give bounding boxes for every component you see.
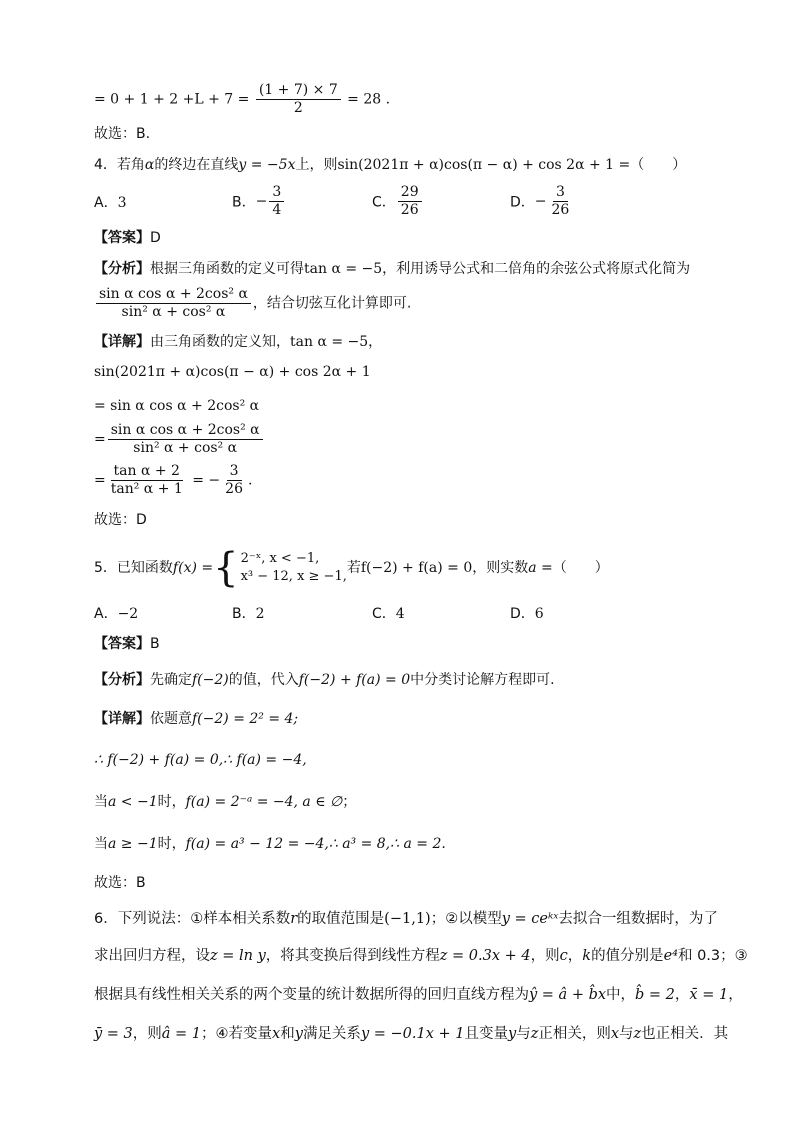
q5-step-2: ∴ f(−2) + f(a) = 0,∴ f(a) = −4, [94,752,307,768]
q6-text: ，则 [132,1026,162,1042]
q6-text: 也正相关．其 [641,1026,729,1042]
var-x: x [272,1026,281,1042]
step-3-fraction [108,422,263,457]
option-label: A． [94,606,118,622]
step-4-fraction [108,463,186,498]
var-y: y [507,1026,517,1042]
fraction-denominator: 26 [551,202,570,218]
fraction-numerator: 3 [269,184,284,202]
piecewise-definition [213,545,347,591]
fraction-numerator: sin α cos α + 2cos² α [96,286,251,304]
q5-case-1 [94,792,356,812]
case-condition: a ≥ −1 [108,836,158,852]
q5-text: 若 [346,560,361,576]
fraction-numerator: 3 [227,463,242,481]
sum-expression: = 0 + 1 + 2 +L + 7 = [94,91,254,108]
question-4-stem [94,155,686,175]
equals-minus: = − [187,472,221,489]
q6-text: 和 0.3；③ [677,948,748,964]
fraction-numerator: (1 + 7) × 7 [256,82,341,100]
question-6-line-1 [94,909,718,929]
fraction-denominator: 4 [272,202,282,218]
option-label: B． [232,194,256,211]
analysis-text: 根据三角函数的定义可得 [150,261,304,277]
fraction-denominator: 26 [225,481,243,497]
q5-analysis [94,670,555,690]
piecewise-cases [241,550,347,586]
answer-blank: （ ） [552,560,609,576]
q5-option-a [94,603,138,623]
result-fraction [222,463,246,498]
option-value: 4 [395,606,405,622]
sum-fraction [256,82,341,117]
analysis-text-3: ，结合切弦互化计算即可. [252,295,412,312]
case-then: 时， [157,794,186,810]
q5-option-c [372,603,405,623]
q6-text: 满足关系 [302,1026,361,1042]
q5-number: 5．已知函数 [94,560,173,576]
q6-text: 的值分别是 [591,948,664,964]
var-k: k [582,948,592,964]
option-fraction [549,184,573,219]
case-when: 当 [94,836,108,852]
q4-option-c [372,184,424,219]
detail-comma: ， [368,334,383,350]
fraction-denominator: sin² α + cos² α [121,304,226,320]
q5-condition: f(−2) + f(a) = 0 [360,560,473,576]
tan-value: tan α = −5 [290,334,369,350]
q6-text: 正相关，则 [538,1026,611,1042]
option-fraction [398,184,422,219]
model-eq: y = ceᵏˣ [501,911,559,927]
q5-text-2: ，则实数 [472,560,529,576]
sum-value: = 28 . [342,91,391,108]
f-neg2: f(−2) [192,672,229,688]
q6-text: 中， [606,987,636,1003]
option-label: C． [372,606,396,622]
case-condition: a < −1 [108,794,158,810]
line-equation: y = −5x [238,157,296,173]
q4-step-2: = sin α cos α + 2cos² α [94,398,260,414]
option-fraction [269,184,284,219]
fraction-numerator: 29 [398,184,422,202]
analysis-text-3: 中分类讨论解方程即可. [410,672,555,688]
q4-answer [94,228,161,248]
q4-step-3: = $\frac{\text{sin α cos α + 2cos² α}}{\text{sin² α + cos² α}}$ [94,422,265,457]
q5-variable: a = [528,560,553,576]
q4-text: 的终边在直线 [154,157,239,173]
q5-detail [94,709,298,729]
analysis-text-2: 的值，代入 [228,672,299,688]
case-1: 2⁻ˣ, x < −1, [240,551,320,566]
q5-option-d [510,603,544,623]
q4-analysis [94,259,690,279]
q4-detail [94,332,382,352]
q6-text: 去拟合一组数据时，为了 [558,911,718,927]
var-c: c [559,948,568,964]
q4-text-2: 上，则 [295,157,338,173]
q6-text: 6．下列说法：①样本相关系数 [94,911,291,927]
q6-text: 与 [619,1026,634,1042]
var-z: z [530,1026,539,1042]
answer-value: D [150,230,161,246]
b-hat: b̂ = 2 [635,987,675,1003]
left-brace: { [213,545,239,591]
answer-value: B [150,636,160,652]
q4-number: 4．若角 [94,157,145,173]
relation-eq: y = −0.1x + 1 [360,1026,465,1042]
answer-blank: （ ） [630,157,687,173]
option-value: 3 [117,195,127,211]
var-z: z [633,1026,642,1042]
q6-text: 和 [280,1026,295,1042]
f-neg2-value: f(−2) = 2² = 4; [192,711,299,727]
q4-option-b [232,184,286,219]
case-end: ； [342,794,357,810]
case-2: x³ − 12, x ≥ −1, [240,569,347,584]
q6-text: ， [728,987,743,1003]
case-when: 当 [94,794,108,810]
q5-condition: f(−2) + f(a) = 0 [298,672,411,688]
case-result: f(a) = 2⁻ᵃ = −4, a ∈ ∅ [185,794,343,810]
answer-tag: 【答案】 [94,230,150,246]
y-bar: ȳ = 3 [94,1026,133,1042]
q6-text: 根据具有线性相关关系的两个变量的统计数据所得的回归直线方程为 [94,987,529,1003]
q4-choice: 故选：D [94,512,147,528]
sum-result-line [94,82,390,117]
q4-expression: sin(2021π + α)cos(π − α) + cos 2α + 1 = [337,157,631,173]
q5-answer [94,634,160,654]
fraction-denominator: 2 [293,100,303,116]
detail-tag: 【详解】 [94,334,150,350]
q4-option-d [510,184,574,219]
simplified-fraction [96,286,251,321]
detail-text: 依题意 [150,711,192,727]
fraction-numerator: 3 [553,184,568,202]
option-value: −2 [117,606,139,622]
z-eq: z = ln y [210,948,266,964]
regression-eq: ŷ = â + b̂x [529,987,607,1003]
q6-text: 的取值范围是 [297,911,385,927]
option-label: D． [510,194,535,211]
option-label: A． [94,195,118,211]
analysis-text-2: ，利用诱导公式和二倍角的余弦公式将原式化简为 [382,261,691,277]
detail-text: 由三角函数的定义知， [150,334,290,350]
q6-text: ；④若变量 [201,1026,273,1042]
linear-eq: z = 0.3x + 4 [439,948,531,964]
var-x: x [610,1026,620,1042]
fraction-numerator: tan α + 2 [111,463,183,481]
fraction-denominator: 26 [400,202,419,218]
option-sign: − [255,193,268,210]
q6-text: 且变量 [464,1026,508,1042]
tan-value: tan α = −5 [304,261,383,277]
analysis-tag: 【分析】 [94,261,150,277]
q5-choice: 故选：B [94,875,146,891]
q6-text: ；②以模型 [430,911,502,927]
fraction-denominator: sin² α + cos² α [133,440,238,456]
analysis-tag: 【分析】 [94,672,150,688]
case-then: 时， [157,836,186,852]
q6-text: 与 [516,1026,531,1042]
option-value: 2 [255,606,265,622]
var-r: r [290,911,298,927]
q6-text: 求出回归方程，设 [94,948,210,964]
period: . [247,472,253,489]
x-bar: x̄ = 1 [689,987,729,1003]
option-label: B． [232,606,256,622]
question-5-stem [94,545,609,591]
option-value: 6 [534,606,544,622]
e-power: e⁴ [663,948,678,964]
q6-text: ， [567,948,583,964]
fraction-numerator: sin α cos α + 2cos² α [108,422,263,440]
option-label: D． [510,606,535,622]
q4-step-4: = $\frac{\text{tan α + 2}}{\text{tan² α + 1}}$ = − $\frac{3}{26}$ . [94,463,253,497]
q5-option-b [232,603,265,623]
angle-alpha: α [144,157,155,173]
q4-step-1: sin(2021π + α)cos(π − α) + cos 2α + 1 [94,364,371,380]
a-hat: â = 1 [161,1026,202,1042]
analysis-text: 先确定 [150,672,192,688]
q6-text: ，将其变换后得到线性方程 [265,948,440,964]
q5-case-2 [94,834,446,854]
question-6-line-3 [94,985,743,1005]
interval: (−1,1) [384,911,431,927]
q6-text: ，则 [530,948,560,964]
option-sign: − [534,193,547,210]
q4-option-a [94,192,127,212]
var-y: y [294,1026,303,1042]
function-f: f(x) = [172,560,214,576]
detail-tag: 【详解】 [94,711,150,727]
q6-text: ， [674,987,690,1003]
q4-analysis-cont [94,286,411,321]
answer-tag: 【答案】 [94,636,150,652]
question-6-line-2 [94,946,748,966]
fraction-denominator: tan² α + 1 [110,481,183,497]
prev-answer-choice: 故选：B. [94,126,151,142]
option-label: C． [372,194,396,211]
question-6-line-4 [94,1024,728,1044]
case-result: f(a) = a³ − 12 = −4,∴ a³ = 8,∴ a = 2. [185,836,446,852]
